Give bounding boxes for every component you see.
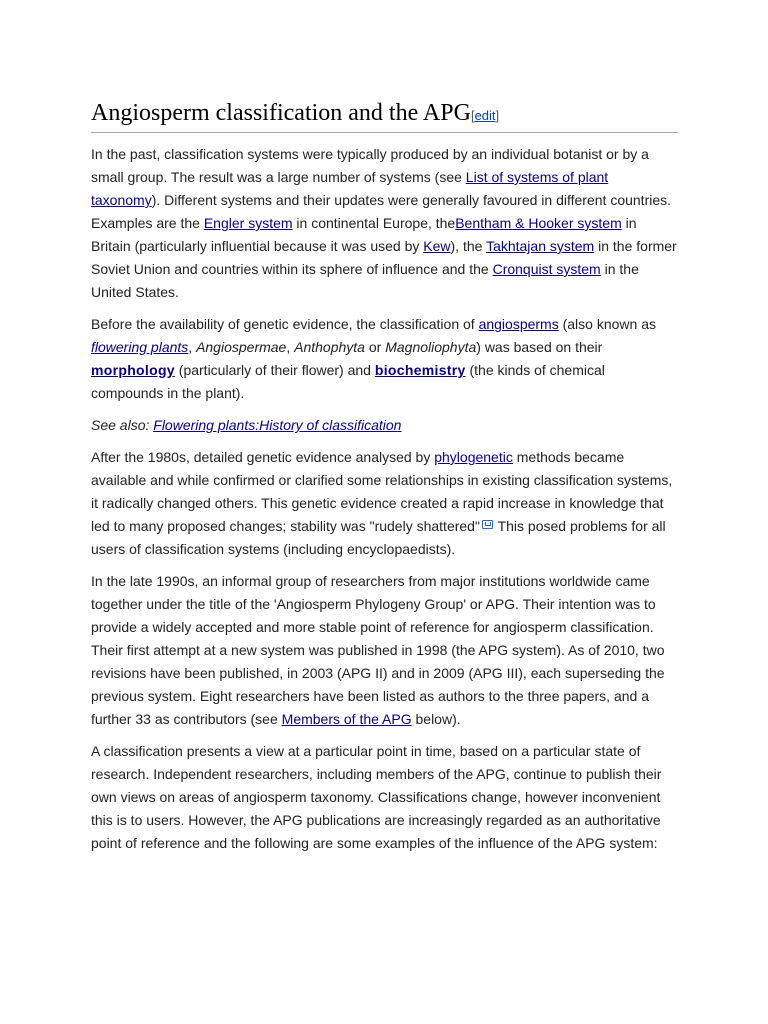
- link-bentham-hooker-system[interactable]: Bentham & Hooker system: [455, 215, 622, 231]
- paragraph-1: In the past, classification systems were typically produced by an individual botanist or by a small group. The result was a large number of systems (see List of systems of plant taxonomy). Different systems and their updates were generally favoured in different countries. Examples are the Engler system in continental Europe, theBentham & Hooker system in Britain (particularly influential because it was used by Kew), the Takhtajan system in the former Soviet Union and countries within its sphere of influence and the Cronquist system in the United States.: [91, 146, 677, 300]
- link-list-of-systems[interactable]: List of systems of plant taxonomy: [91, 169, 609, 208]
- link-biochemistry[interactable]: biochemistry: [374, 362, 466, 378]
- section-heading: [91, 98, 678, 133]
- link-kew[interactable]: Kew: [423, 238, 451, 254]
- link-members-of-the-apg[interactable]: Members of the APG: [281, 711, 412, 727]
- link-engler-system[interactable]: Engler system: [203, 215, 293, 231]
- link-takhtajan-system[interactable]: Takhtajan system: [486, 238, 595, 254]
- link-history-of-classification[interactable]: Flowering plants:History of classification: [153, 417, 402, 433]
- see-also-note: See also: Flowering plants:History of classification: [91, 417, 402, 433]
- section-title: Angiosperm classification and the APG: [91, 100, 471, 126]
- link-cronquist-system[interactable]: Cronquist system: [492, 261, 601, 277]
- paragraph-2: Before the availability of genetic evidence, the classification of angiosperms (also known as flowering plants, Angiospermae, Anthophyta or Magnoliophyta) was based on their morphology (particularly of their flower) and biochemistry (the kinds of chemical compounds in the plant).: [91, 316, 656, 401]
- paragraph-3: After the 1980s, detailed genetic evidence analysed by phylogenetic methods became available and while confirmed or clarified some relationships in existing classification systems, it radically changed others. This genetic evidence created a rapid increase in knowledge that led to many proposed changes; stability was "rudely shattered" This posed problems for all users of classification systems (including encyclopaedists).: [91, 449, 673, 557]
- edit-link[interactable]: edit: [474, 108, 496, 123]
- paragraph-4: In the late 1990s, an informal group of researchers from major institutions worldwide came together under the title of the 'Angiosperm Phylogeny Group' or APG. Their intention was to provide a widely accepted and more stable point of reference for angiosperm classification. Their first attempt at a new system was published in 1998 (the APG system). As of 2010, two revisions have been published, in 2003 (APG II) and in 2009 (APG III), each superseding the previous system. Eight researchers have been listed as authors to the three papers, and a further 33 as contributors (see Members of the APG below).: [91, 573, 665, 727]
- paragraph-5: A classification presents a view at a particular point in time, based on a particular state of research. Independent researchers, including members of the APG, continue to publish their own views on areas of angiosperm taxonomy. Classifications change, however inconvenient this is to users. However, the APG publications are increasingly regarded as an authoritative point of reference and the following are some examples of the influence of the APG system:: [91, 743, 662, 851]
- link-morphology[interactable]: morphology: [91, 362, 175, 378]
- edit-section: [edit]: [470, 108, 500, 123]
- link-phylogenetic[interactable]: phylogenetic: [434, 449, 513, 465]
- link-flowering-plants[interactable]: flowering plants: [91, 339, 189, 355]
- external-link-icon[interactable]: [482, 520, 493, 529]
- link-angiosperms[interactable]: angiosperms: [478, 316, 559, 332]
